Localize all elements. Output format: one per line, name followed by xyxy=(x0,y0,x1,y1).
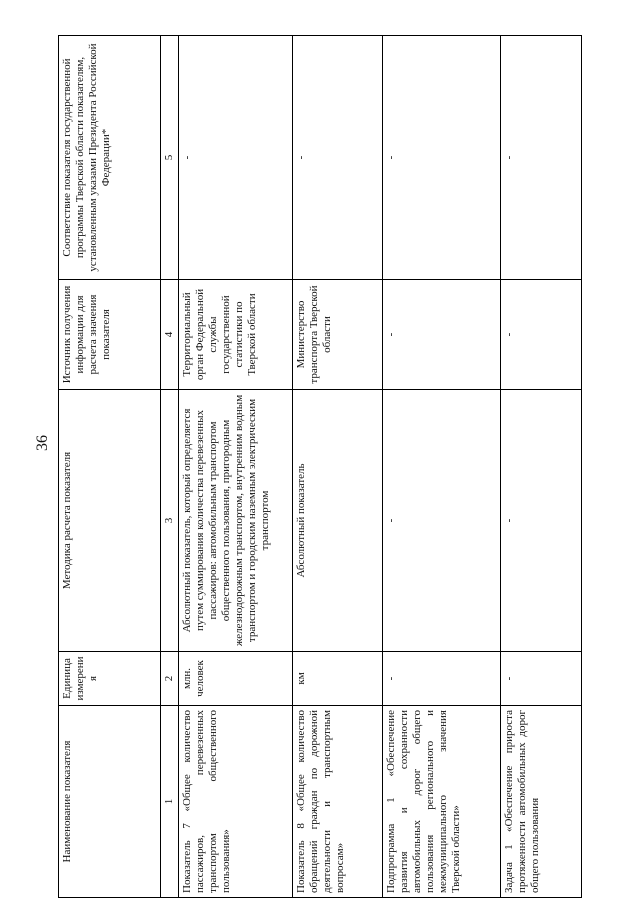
column-number: 1 xyxy=(161,706,179,898)
row-source: - xyxy=(500,280,581,390)
row-name: Показатель 7 «Общее количество пассажиров, перевезенных транспортом общественного пользования» xyxy=(178,706,292,898)
table-row xyxy=(292,36,382,898)
row-compliance: - xyxy=(292,36,382,280)
header-compliance: Соответствие показателя государственной программы Тверской области показателям, установленным указами Президента Российской Федерации* xyxy=(59,36,161,280)
table-row xyxy=(178,36,292,898)
row-name: Задача 1 «Обеспечение прироста протяженности автомобильных дорог общего пользования xyxy=(500,706,581,898)
row-compliance: - xyxy=(178,36,292,280)
column-number: 4 xyxy=(161,280,179,390)
row-compliance: - xyxy=(500,36,581,280)
row-method: - xyxy=(382,390,500,652)
row-source: Министерство транспорта Тверской области xyxy=(292,280,382,390)
row-source: Территориальный орган Федеральной службы государственной статистики по Тверской области xyxy=(178,280,292,390)
row-method: Абсолютный показатель, который определяется путем суммирования количества перевезенных пассажиров: автомобильным транспортом общественного пользования, пригородным железнодорожным транспортом, внутренним водным транспортом и городским наземным электрическим транспортом xyxy=(178,390,292,652)
column-number-row xyxy=(161,36,179,898)
row-compliance: - xyxy=(382,36,500,280)
column-number: 3 xyxy=(161,390,179,652)
table-row xyxy=(500,36,581,898)
row-source: - xyxy=(382,280,500,390)
table-row xyxy=(382,36,500,898)
row-unit: - xyxy=(382,652,500,706)
header-name: Наименование показателя xyxy=(59,706,161,898)
page-number: 36 xyxy=(34,435,51,451)
column-number: 2 xyxy=(161,652,179,706)
header-row xyxy=(59,36,161,898)
indicators-table xyxy=(58,35,582,898)
row-method: Абсолютный показатель xyxy=(292,390,382,652)
column-number: 5 xyxy=(161,36,179,280)
row-name: Показатель 8 «Общее количество обращений граждан по дорожной деятельности и транспортным вопросам» xyxy=(292,706,382,898)
rotated-table-wrapper xyxy=(58,36,577,898)
row-unit: км xyxy=(292,652,382,706)
header-method: Методика расчета показателя xyxy=(59,390,161,652)
header-source: Источник получения информации для расчета значения показателя xyxy=(59,280,161,390)
row-unit: млн. человек xyxy=(178,652,292,706)
row-method: - xyxy=(500,390,581,652)
row-name: Подпрограмма 1 «Обеспечение развития и сохранности автомобильных дорог общего пользования регионального и межмуниципального значения Тверской области» xyxy=(382,706,500,898)
header-unit: Единица измерения xyxy=(59,652,161,706)
row-unit: - xyxy=(500,652,581,706)
